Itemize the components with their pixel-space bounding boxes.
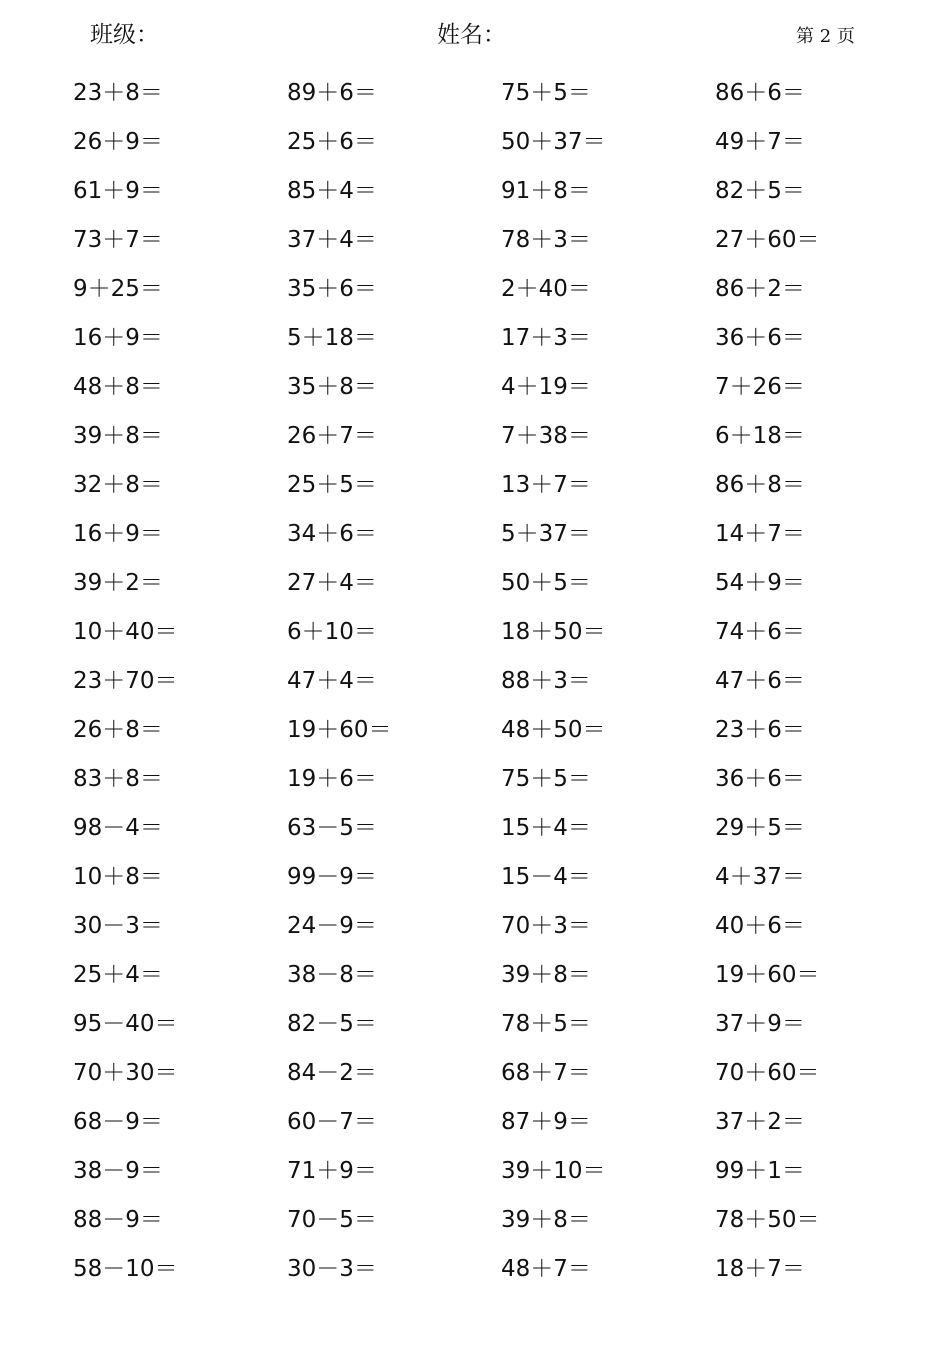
math-problem: 24－9＝ [287,913,377,939]
math-problem: 37＋4＝ [287,227,377,253]
problem-row [0,1000,950,1049]
math-problem: 26＋7＝ [287,423,377,449]
problem-row [0,1196,950,1245]
math-problem: 4＋19＝ [501,374,591,400]
math-problem: 30－3＝ [287,1256,377,1282]
problem-row [0,1245,950,1294]
math-problem: 5＋37＝ [501,521,591,547]
math-problem: 9＋25＝ [73,276,163,302]
math-problem: 48＋50＝ [501,717,606,743]
math-problem: 19＋6＝ [287,766,377,792]
math-problem: 10＋40＝ [73,619,178,645]
math-problem: 71＋9＝ [287,1158,377,1184]
math-problem: 23＋70＝ [73,668,178,694]
math-problem: 10＋8＝ [73,864,163,890]
math-problem: 47＋6＝ [715,668,805,694]
problem-row [0,559,950,608]
math-problem: 39＋10＝ [501,1158,606,1184]
problem-row [0,412,950,461]
math-problem: 5＋18＝ [287,325,377,351]
math-problem: 75＋5＝ [501,766,591,792]
problem-row [0,167,950,216]
math-problem: 38－9＝ [73,1158,163,1184]
math-problem: 6＋18＝ [715,423,805,449]
math-problem: 36＋6＝ [715,325,805,351]
math-problem: 78＋5＝ [501,1011,591,1037]
math-problem: 16＋9＝ [73,325,163,351]
math-problem: 82＋5＝ [715,178,805,204]
math-problem: 36＋6＝ [715,766,805,792]
math-problem: 87＋9＝ [501,1109,591,1135]
math-problem: 98－4＝ [73,815,163,841]
math-problem: 29＋5＝ [715,815,805,841]
problem-row [0,69,950,118]
math-problem: 16＋9＝ [73,521,163,547]
math-problem: 18＋7＝ [715,1256,805,1282]
math-problem: 26＋9＝ [73,129,163,155]
problem-row [0,657,950,706]
problem-row [0,1098,950,1147]
math-problem: 78＋3＝ [501,227,591,253]
math-problem: 39＋8＝ [73,423,163,449]
math-problem: 61＋9＝ [73,178,163,204]
math-problem: 15＋4＝ [501,815,591,841]
math-problem: 26＋8＝ [73,717,163,743]
math-problem: 30－3＝ [73,913,163,939]
math-problem: 39＋8＝ [501,962,591,988]
math-problem: 88－9＝ [73,1207,163,1233]
math-problem: 70－5＝ [287,1207,377,1233]
math-problem: 86＋6＝ [715,80,805,106]
math-problem: 23＋6＝ [715,717,805,743]
problem-row [0,314,950,363]
math-problem: 70＋3＝ [501,913,591,939]
math-problem: 95－40＝ [73,1011,178,1037]
problem-row [0,1147,950,1196]
math-problem: 86＋2＝ [715,276,805,302]
problem-row [0,265,950,314]
math-problem: 25＋4＝ [73,962,163,988]
problem-row [0,755,950,804]
math-problem: 48＋7＝ [501,1256,591,1282]
math-problem: 99－9＝ [287,864,377,890]
problem-row [0,216,950,265]
problem-row [0,1049,950,1098]
math-problem: 34＋6＝ [287,521,377,547]
problem-row [0,461,950,510]
worksheet-header [0,18,950,54]
math-problem: 32＋8＝ [73,472,163,498]
math-problem: 7＋26＝ [715,374,805,400]
math-problem: 88＋3＝ [501,668,591,694]
math-problem: 47＋4＝ [287,668,377,694]
math-problem: 37＋9＝ [715,1011,805,1037]
math-problem: 86＋8＝ [715,472,805,498]
math-problem: 19＋60＝ [715,962,820,988]
problem-row [0,804,950,853]
math-problem: 39＋2＝ [73,570,163,596]
math-problem: 4＋37＝ [715,864,805,890]
math-problem: 25＋5＝ [287,472,377,498]
math-problem: 35＋6＝ [287,276,377,302]
math-problem: 89＋6＝ [287,80,377,106]
math-problem: 68＋7＝ [501,1060,591,1086]
math-problem: 83＋8＝ [73,766,163,792]
math-problem: 40＋6＝ [715,913,805,939]
math-problem: 63－5＝ [287,815,377,841]
math-problem: 2＋40＝ [501,276,591,302]
problem-row [0,951,950,1000]
page-number: 第 2 页 [796,26,855,47]
problem-row [0,902,950,951]
math-problem: 70＋60＝ [715,1060,820,1086]
math-problem: 39＋8＝ [501,1207,591,1233]
math-problem: 50＋37＝ [501,129,606,155]
math-problem: 6＋10＝ [287,619,377,645]
problem-row [0,118,950,167]
math-problem: 85＋4＝ [287,178,377,204]
math-problem: 23＋8＝ [73,80,163,106]
math-problem: 25＋6＝ [287,129,377,155]
problem-row [0,363,950,412]
math-problem: 50＋5＝ [501,570,591,596]
problem-row [0,853,950,902]
math-problem: 38－8＝ [287,962,377,988]
math-problem: 17＋3＝ [501,325,591,351]
math-problem: 19＋60＝ [287,717,392,743]
math-problem: 37＋2＝ [715,1109,805,1135]
problem-row [0,608,950,657]
math-problem: 75＋5＝ [501,80,591,106]
math-problem: 91＋8＝ [501,178,591,204]
math-problem: 35＋8＝ [287,374,377,400]
math-problem: 78＋50＝ [715,1207,820,1233]
name-label: 姓名： [437,22,506,48]
math-problem: 14＋7＝ [715,521,805,547]
math-problem: 73＋7＝ [73,227,163,253]
math-problem: 70＋30＝ [73,1060,178,1086]
math-problem: 7＋38＝ [501,423,591,449]
math-problem: 18＋50＝ [501,619,606,645]
class-label: 班级： [90,22,159,48]
math-problem: 54＋9＝ [715,570,805,596]
math-problem: 84－2＝ [287,1060,377,1086]
math-problem: 13＋7＝ [501,472,591,498]
math-problem: 27＋4＝ [287,570,377,596]
math-problem: 74＋6＝ [715,619,805,645]
problem-row [0,706,950,755]
math-problem: 99＋1＝ [715,1158,805,1184]
math-problem: 68－9＝ [73,1109,163,1135]
math-problem: 15－4＝ [501,864,591,890]
problem-grid [0,69,950,1294]
math-problem: 60－7＝ [287,1109,377,1135]
math-problem: 58－10＝ [73,1256,178,1282]
math-problem: 82－5＝ [287,1011,377,1037]
math-problem: 27＋60＝ [715,227,820,253]
math-problem: 48＋8＝ [73,374,163,400]
problem-row [0,510,950,559]
math-problem: 49＋7＝ [715,129,805,155]
